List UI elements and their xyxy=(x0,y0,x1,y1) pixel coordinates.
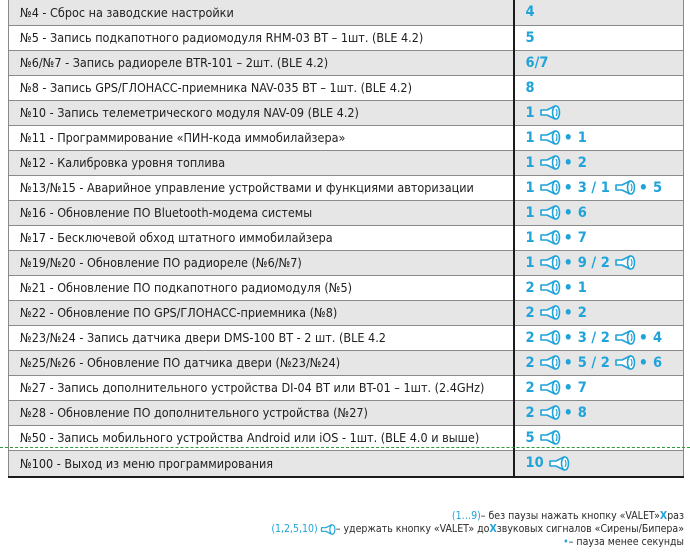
row-button-sequence xyxy=(514,200,684,225)
siren-horn-icon xyxy=(539,130,561,145)
table-row xyxy=(9,400,684,425)
siren-horn-icon xyxy=(539,255,561,270)
table-row xyxy=(9,150,684,175)
siren-horn-icon xyxy=(539,355,561,370)
row-function-name: №100 - Выход из меню программирования xyxy=(9,450,514,477)
sequence-count: 6 xyxy=(577,204,587,221)
legend-pause-dot: • xyxy=(563,536,569,548)
sequence-count: 1 xyxy=(525,154,535,171)
pause-dot: • xyxy=(563,153,573,172)
pause-dot: • xyxy=(563,278,573,297)
legend-press-tail: раз xyxy=(667,510,684,522)
table-row xyxy=(9,50,684,75)
sequence-count: 2 xyxy=(525,279,535,296)
siren-horn-icon xyxy=(539,180,561,195)
row-function-name: №21 - Обновление ПО подкапотного радиомодуля (№5) xyxy=(9,275,514,300)
sequence-count: 8 xyxy=(577,404,587,421)
row-function-name: №8 - Запись GPS/ГЛОНАСС-приемника NAV-035 BT – 1шт. (BLE 4.2) xyxy=(9,75,514,100)
siren-horn-icon xyxy=(539,105,561,120)
sequence-count: 4 xyxy=(525,4,535,21)
row-function-name: №27 - Запись дополнительного устройства DI-04 BT или BT-01 – 1шт. (2.4GHz) xyxy=(9,375,514,400)
pause-dot: • xyxy=(563,378,573,397)
table-row xyxy=(9,300,684,325)
sequence-count: 1 xyxy=(525,179,535,196)
legend-hold-tail: звуковых сигналов «Сирены/Бипера» xyxy=(496,523,684,535)
pause-dot: • xyxy=(638,353,648,372)
siren-horn-icon xyxy=(539,380,561,395)
table-row xyxy=(9,225,684,250)
table-row xyxy=(9,375,684,400)
sequence-count: 1 xyxy=(577,129,587,146)
pause-dot: • xyxy=(638,178,648,197)
row-function-name: №22 - Обновление ПО GPS/ГЛОНАСС-приемника (№8) xyxy=(9,300,514,325)
sequence-count: 10 xyxy=(525,455,544,472)
pause-dot: • xyxy=(563,203,573,222)
sequence-count: 2 xyxy=(525,329,535,346)
legend-press-text: – без паузы нажать кнопку «VALET» xyxy=(480,510,660,522)
sequence-count: 1 xyxy=(577,279,587,296)
sequence-count: 2 xyxy=(525,354,535,371)
row-function-name: №17 - Бесключевой обход штатного иммобилайзера xyxy=(9,225,514,250)
row-button-sequence xyxy=(514,150,684,175)
row-function-name: №6/№7 - Запись радиореле BTR-101 – 2шт. (BLE 4.2) xyxy=(9,50,514,75)
sequence-count: 3 / 2 xyxy=(577,329,610,346)
sequence-count: 7 xyxy=(577,379,587,396)
dashed-guide-line xyxy=(0,447,690,448)
legend-pause xyxy=(563,536,684,548)
sequence-count: 3 / 1 xyxy=(577,179,610,196)
sequence-count: 2 xyxy=(525,404,535,421)
siren-horn-icon xyxy=(539,330,561,345)
pause-dot: • xyxy=(563,128,573,147)
sequence-count: 6/7 xyxy=(525,54,549,71)
pause-dot: • xyxy=(563,303,573,322)
row-button-sequence xyxy=(514,450,684,477)
row-function-name: №25/№26 - Обновление ПО датчика двери (№23/№24) xyxy=(9,350,514,375)
pause-dot: • xyxy=(563,328,573,347)
sequence-count: 5 xyxy=(652,179,663,196)
pause-dot: • xyxy=(638,328,648,347)
pause-dot: • xyxy=(563,253,573,272)
sequence-count: 9 / 2 xyxy=(577,254,610,271)
sequence-count: 1 xyxy=(525,129,535,146)
pause-dot: • xyxy=(563,178,573,197)
siren-horn-icon xyxy=(539,405,561,420)
table-row xyxy=(9,0,684,25)
row-button-sequence xyxy=(514,0,684,25)
siren-horn-icon xyxy=(539,430,561,445)
sequence-count: 2 xyxy=(525,379,535,396)
table-row xyxy=(9,75,684,100)
siren-horn-icon xyxy=(548,456,570,471)
legend-press-x: X xyxy=(659,510,668,522)
table-row xyxy=(9,250,684,275)
row-button-sequence xyxy=(514,400,684,425)
row-button-sequence xyxy=(514,125,684,150)
table-row xyxy=(9,175,684,200)
siren-horn-icon xyxy=(614,355,636,370)
siren-horn-icon xyxy=(539,155,561,170)
legend-press xyxy=(452,510,684,522)
row-function-name: №28 - Обновление ПО дополнительного устройства (№27) xyxy=(9,400,514,425)
sequence-count: 1 xyxy=(525,104,535,121)
row-button-sequence xyxy=(514,250,684,275)
sequence-count: 2 xyxy=(525,304,535,321)
row-function-name: №10 - Запись телеметрического модуля NAV-09 (BLE 4.2) xyxy=(9,100,514,125)
table-row xyxy=(9,350,684,375)
sequence-count: 5 xyxy=(525,429,535,446)
siren-horn-icon xyxy=(614,330,636,345)
table-row xyxy=(9,325,684,350)
siren-horn-icon xyxy=(320,524,336,535)
row-button-sequence xyxy=(514,25,684,50)
sequence-count: 2 xyxy=(577,304,587,321)
legend-hold-x: X xyxy=(489,523,497,535)
row-function-name: №19/№20 - Обновление ПО радиореле (№6/№7) xyxy=(9,250,514,275)
sequence-count: 5 / 2 xyxy=(577,354,610,371)
siren-horn-icon xyxy=(539,205,561,220)
row-function-name: №12 - Калибровка уровня топлива xyxy=(9,150,514,175)
siren-horn-icon xyxy=(614,255,636,270)
siren-horn-icon xyxy=(539,305,561,320)
table-row xyxy=(9,125,684,150)
sequence-count: 1 xyxy=(525,229,535,246)
table-row xyxy=(9,25,684,50)
row-button-sequence xyxy=(514,350,684,375)
row-button-sequence xyxy=(514,50,684,75)
row-function-name: №13/№15 - Аварийное управление устройствами и функциями авторизации xyxy=(9,175,514,200)
row-button-sequence xyxy=(514,75,684,100)
row-button-sequence xyxy=(514,300,684,325)
table-row xyxy=(9,450,684,477)
row-function-name: №11 - Программирование «ПИН-кода иммобилайзера» xyxy=(9,125,514,150)
table-row xyxy=(9,100,684,125)
sequence-count: 1 xyxy=(525,204,535,221)
sequence-count: 1 xyxy=(525,254,535,271)
row-function-name: №16 - Обновление ПО Bluetooth-модема системы xyxy=(9,200,514,225)
sequence-count: 8 xyxy=(525,79,535,96)
sequence-count: 5 xyxy=(525,29,535,46)
legend-hold xyxy=(271,523,684,535)
legend-press-range: (1…9) xyxy=(451,510,481,522)
row-button-sequence xyxy=(514,225,684,250)
sequence-count: 2 xyxy=(577,154,587,171)
row-function-name: №23/№24 - Запись датчика двери DMS-100 BT - 2 шт. (BLE 4.2 xyxy=(9,325,514,350)
row-button-sequence xyxy=(514,275,684,300)
row-button-sequence xyxy=(514,100,684,125)
sequence-count: 6 xyxy=(652,354,663,371)
row-function-name: №50 - Запись мобильного устройства Android или iOS - 1шт. (BLE 4.0 и выше) xyxy=(9,425,514,450)
sequence-count: 4 xyxy=(652,329,663,346)
siren-horn-icon xyxy=(539,280,561,295)
pause-dot: • xyxy=(563,353,573,372)
siren-horn-icon xyxy=(539,230,561,245)
siren-horn-icon xyxy=(614,180,636,195)
programming-menu-table xyxy=(8,0,684,478)
sequence-count: 7 xyxy=(577,229,587,246)
pause-dot: • xyxy=(563,228,573,247)
pause-dot: • xyxy=(563,403,573,422)
row-button-sequence xyxy=(514,325,684,350)
table-row xyxy=(9,275,684,300)
row-function-name: №4 - Сброс на заводские настройки xyxy=(9,0,514,25)
legend-hold-range: (1,2,5,10) xyxy=(271,523,318,535)
table-row xyxy=(9,200,684,225)
legend-hold-text: – удержать кнопку «VALET» до xyxy=(335,523,490,535)
row-function-name: №5 - Запись подкапотного радиомодуля RHM-03 BT – 1шт. (BLE 4.2) xyxy=(9,25,514,50)
row-button-sequence xyxy=(514,175,684,200)
legend-pause-text: – пауза менее секунды xyxy=(568,536,684,548)
row-button-sequence xyxy=(514,375,684,400)
